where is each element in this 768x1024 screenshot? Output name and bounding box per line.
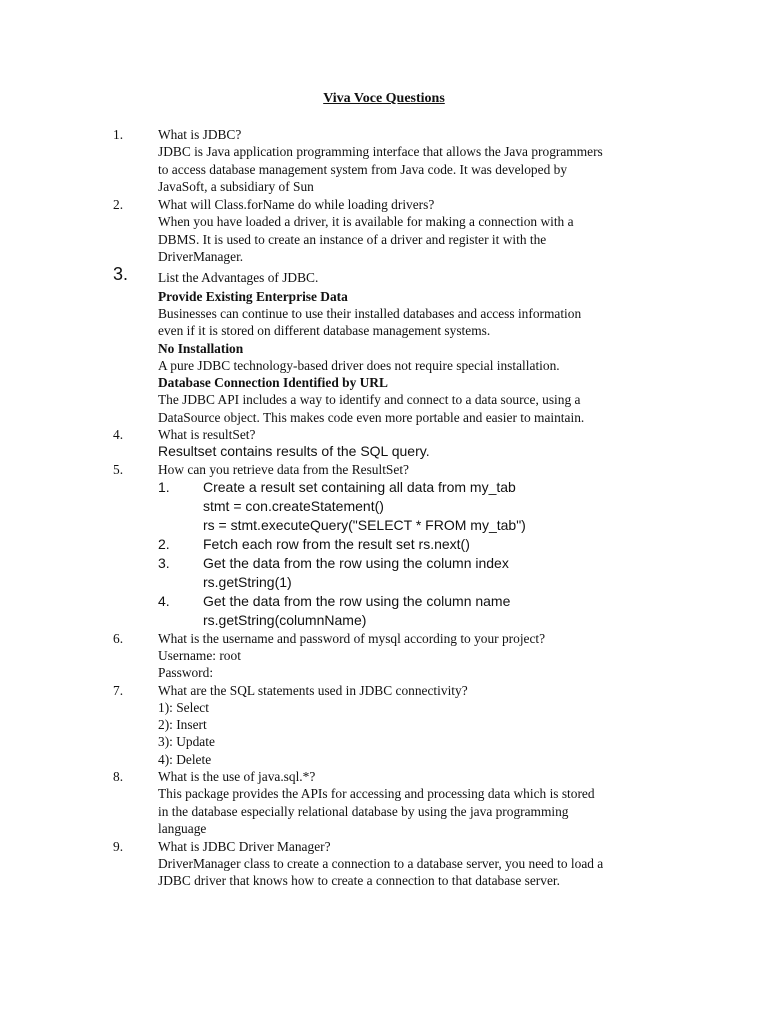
q2-answer-line: DriverManager. <box>158 249 244 264</box>
q5-step-line: Get the data from the row using the column name <box>203 593 511 609</box>
q9-answer-line: JDBC driver that knows how to create a connection to that database server. <box>158 873 560 888</box>
page-title: Viva Voce Questions <box>323 91 445 106</box>
q8-number: 8. <box>113 769 124 784</box>
q5-step-number: 3. <box>158 555 170 571</box>
q8-answer-line: in the database especially relational database by using the java programming <box>158 804 569 819</box>
q9-number: 9. <box>113 839 124 854</box>
q3-paragraph-line: A pure JDBC technology-based driver does not require special installation. <box>158 358 560 373</box>
q1-answer-line: JDBC is Java application programming interface that allows the Java programmers <box>158 144 603 159</box>
q5-step-line: Get the data from the row using the column index <box>203 555 509 571</box>
q5-step-line: rs.getString(columnName) <box>203 612 367 628</box>
q6-number: 6. <box>113 631 124 646</box>
q1-answer-line: to access database management system from Java code. It was developed by <box>158 162 568 177</box>
q5-step-number: 4. <box>158 593 170 609</box>
q5-step-line: Create a result set containing all data from my_tab <box>203 479 516 495</box>
q8-answer-line: language <box>158 821 207 836</box>
q2-answer-line: When you have loaded a driver, it is available for making a connection with a <box>158 214 574 229</box>
q3-heading: Provide Existing Enterprise Data <box>158 289 348 304</box>
q5-step-line: rs = stmt.executeQuery("SELECT * FROM my_tab") <box>203 517 526 533</box>
q8-question: What is the use of java.sql.*? <box>158 769 316 784</box>
q4-question: What is resultSet? <box>158 427 256 442</box>
q5-step-line: Fetch each row from the result set rs.next() <box>203 536 470 552</box>
q2-answer-line: DBMS. It is used to create an instance of a driver and register it with the <box>158 232 547 247</box>
q5-question: How can you retrieve data from the ResultSet? <box>158 462 409 477</box>
q5-step-number: 1. <box>158 479 170 495</box>
q2-number: 2. <box>113 197 124 212</box>
q5-step-line: stmt = con.createStatement() <box>203 498 384 514</box>
q3-paragraph-line: DataSource object. This makes code even more portable and easier to maintain. <box>158 410 585 425</box>
q7-answer-line: 2): Insert <box>158 717 207 732</box>
q6-answer-line: Password: <box>158 665 214 680</box>
q7-answer-line: 3): Update <box>158 734 215 749</box>
q5-step-line: rs.getString(1) <box>203 574 292 590</box>
q3-question: List the Advantages of JDBC. <box>158 270 319 285</box>
q7-answer-line: 1): Select <box>158 700 209 715</box>
q6-answer-line: Username: root <box>158 648 241 663</box>
q4-number: 4. <box>113 427 124 442</box>
q6-question: What is the username and password of mysql according to your project? <box>158 631 546 646</box>
q3-heading: Database Connection Identified by URL <box>158 375 388 390</box>
q5-step-number: 2. <box>158 536 170 552</box>
q9-question: What is JDBC Driver Manager? <box>158 839 331 854</box>
q9-answer-line: DriverManager class to create a connection to a database server, you need to load a <box>158 856 604 871</box>
q1-answer-line: JavaSoft, a subsidiary of Sun <box>158 179 314 194</box>
q3-paragraph-line: The JDBC API includes a way to identify and connect to a data source, using a <box>158 392 581 407</box>
q7-question: What are the SQL statements used in JDBC connectivity? <box>158 683 468 698</box>
q4-answer-line: Resultset contains results of the SQL query. <box>158 443 430 459</box>
q3-number: 3. <box>113 264 129 284</box>
q5-number: 5. <box>113 462 124 477</box>
q3-heading: No Installation <box>158 341 244 356</box>
q3-paragraph-line: even if it is stored on different database management systems. <box>158 323 491 338</box>
q1-number: 1. <box>113 127 124 142</box>
q7-answer-line: 4): Delete <box>158 752 212 767</box>
q8-answer-line: This package provides the APIs for accessing and processing data which is stored <box>158 786 595 801</box>
q7-number: 7. <box>113 683 124 698</box>
q3-paragraph-line: Businesses can continue to use their installed databases and access information <box>158 306 582 321</box>
q1-question: What is JDBC? <box>158 127 242 142</box>
q2-question: What will Class.forName do while loading drivers? <box>158 197 435 212</box>
